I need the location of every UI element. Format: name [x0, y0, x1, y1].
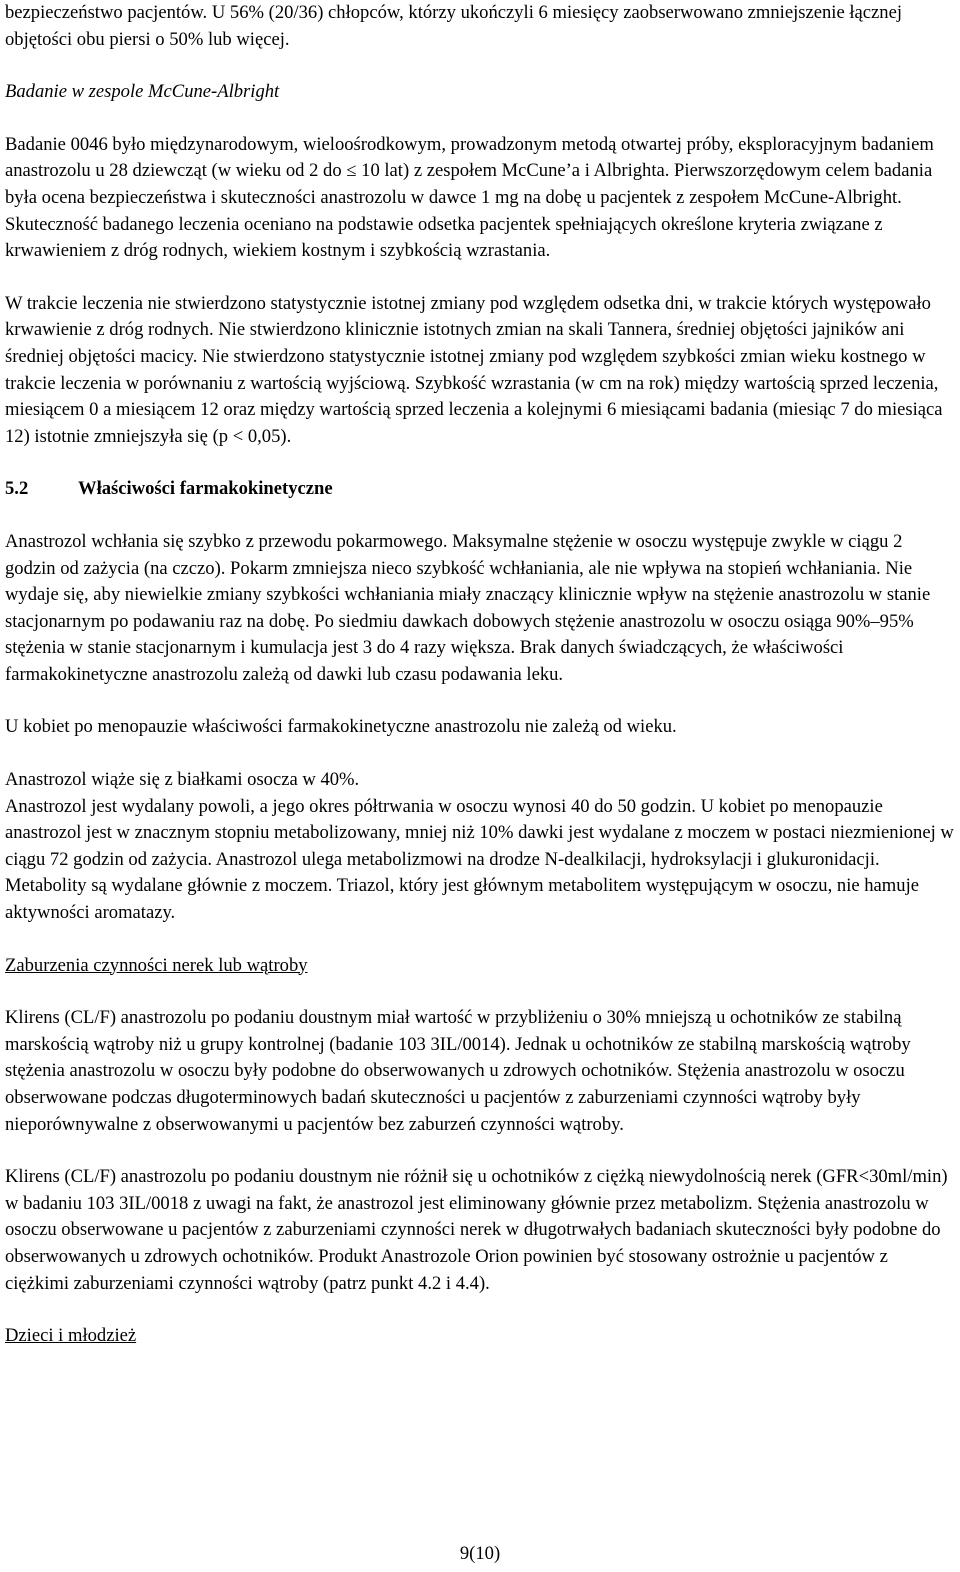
document-page [5, 0, 955, 1350]
paragraph-age: U kobiet po menopauzie właściwości farmakokinetyczne anastrozolu nie zależą od wieku. [5, 716, 677, 738]
paragraph-mccune-study: Badanie 0046 było międzynarodowym, wieloośrodkowym, prowadzonym metodą otwartej próby, eksploracyjnym badaniem anastrozolu u 28 dziewcząt (w wieku od 2 do ≤ 10 lat) z zespołem McCune’a i Albrighta. Pierwszorzędowym celem badania była ocena bezpieczeństwa i skuteczności anastrozolu w dawce 1 mg na dobę u pacjentek z zespołem McCune-Albright. Skuteczność badanego leczenia oceniano na podstawie odsetka pacjentek spełniających określone kryteria związane z krwawieniem z dróg rodnych, wiekiem kostnym i szybkością wzrastania. [5, 133, 934, 262]
paragraph-mccune-results: W trakcie leczenia nie stwierdzono statystycznie istotnej zmiany pod względem odsetka dni, w trakcie których występowało krwawienie z dróg rodnych. Nie stwierdzono klinicznie istotnych zmian na skali Tannera, średniej objętości jajników ani średniej objętości macicy. Nie stwierdzono statystycznie istotnej zmiany pod względem szybkości zmian wieku kostnego w trakcie leczenia w porównaniu z wartością wyjściową. Szybkość wzrastania (w cm na rok) między wartością sprzed leczenia, miesiącem 0 a miesiącem 12 oraz między wartością sprzed leczenia a kolejnymi 6 miesiącami badania (miesiąc 7 do miesiąca 12) istotnie zmniejszyła się (p < 0,05). [5, 292, 943, 447]
subheading-renal-hepatic: Zaburzenia czynności nerek lub wątroby [5, 954, 308, 976]
paragraph-elimination: Anastrozol jest wydalany powoli, a jego okres półtrwania w osoczu wynosi 40 do 50 godzin. U kobiet po menopauzie anastrozol jest w znacznym stopniu metabolizowany, mniej niż 10% dawki jest wydalane z moczem w postaci niezmienionej w ciągu 72 godzin od zażycia. Anastrozol ulega metabolizmowi na drodze N-dealkilacji, hydroksylacji i glukuronidacji. Metabolity są wydalane głównie z moczem. Triazol, który jest głównym metabolitem występującym w osoczu, nie hamuje aktywności aromatazy. [5, 795, 954, 924]
paragraph-intro: bezpieczeństwo pacjentów. U 56% (20/36) chłopców, którzy ukończyli 6 miesięcy zaobserwowano zmniejszenie łącznej objętości obu piersi o 50% lub więcej. [5, 2, 902, 50]
paragraph-renal: Klirens (CL/F) anastrozolu po podaniu doustnym nie różnił się u ochotników z ciężką niewydolnością nerek (GFR<30ml/min) w badaniu 103 3IL/0018 z uwagi na fakt, że anastrozol jest eliminowany głównie przez metabolizm. Stężenia anastrozolu w osoczu obserwowane u pacjentów z zaburzeniami czynności nerek w długotrwałych badaniach skuteczności były podobne do obserwowanych u zdrowych ochotników. Produkt Anastrozole Orion powinien być stosowany ostrożnie u pacjentów z ciężkimi zaburzeniami czynności wątroby (patrz punkt 4.2 i 4.4). [5, 1166, 948, 1294]
section-heading [5, 476, 955, 503]
section-number: 5.2 [5, 478, 29, 500]
page-number: 9(10) [459, 1543, 501, 1564]
paragraph-hepatic: Klirens (CL/F) anastrozolu po podaniu doustnym miał wartość w przybliżeniu o 30% mniejszą u ochotników ze stabilną marskością wątroby niż u grupy kontrolnej (badanie 103 3IL/0014). Jednak u ochotników ze stabilną marskością wątroby stężenia anastrozolu w osoczu były podobne do obserwowanych u zdrowych ochotników. Stężenia anastrozolu w osoczu obserwowane podczas długoterminowych badań skuteczności u pacjentów z zaburzeniami czynności wątroby były nieporównywalne z obserwowanymi u pacjentów bez zaburzeń czynności wątroby. [5, 1007, 911, 1135]
subheading-mccune-albright: Badanie w zespole McCune-Albright [5, 81, 280, 103]
paragraph-protein-binding: Anastrozol wiąże się z białkami osocza w 40%. [5, 769, 360, 791]
paragraph-absorption: Anastrozol wchłania się szybko z przewodu pokarmowego. Maksymalne stężenie w osoczu występuje zwykle w ciągu 2 godzin od zażycia (na czczo). Pokarm zmniejsza nieco szybkość wchłaniania, ale nie wpływa na stopień wchłaniania. Nie wydaje się, aby niewielkie zmiany szybkości wchłaniania miały znaczący klinicznie wpływ na stężenie anastrozolu w stanie stacjonarnym po podawaniu raz na dobę. Po siedmiu dawkach dobowych stężenie anastrozolu w osoczu osiąga 90%–95% stężenia w stanie stacjonarnym i kumulacja jest 3 do 4 razy większa. Brak danych świadczących, że właściwości farmakokinetyczne anastrozolu zależą od dawki lub czasu podawania leku. [5, 530, 931, 685]
section-title: Właściwości farmakokinetyczne [78, 478, 333, 500]
subheading-children: Dzieci i młodzież [5, 1325, 137, 1347]
